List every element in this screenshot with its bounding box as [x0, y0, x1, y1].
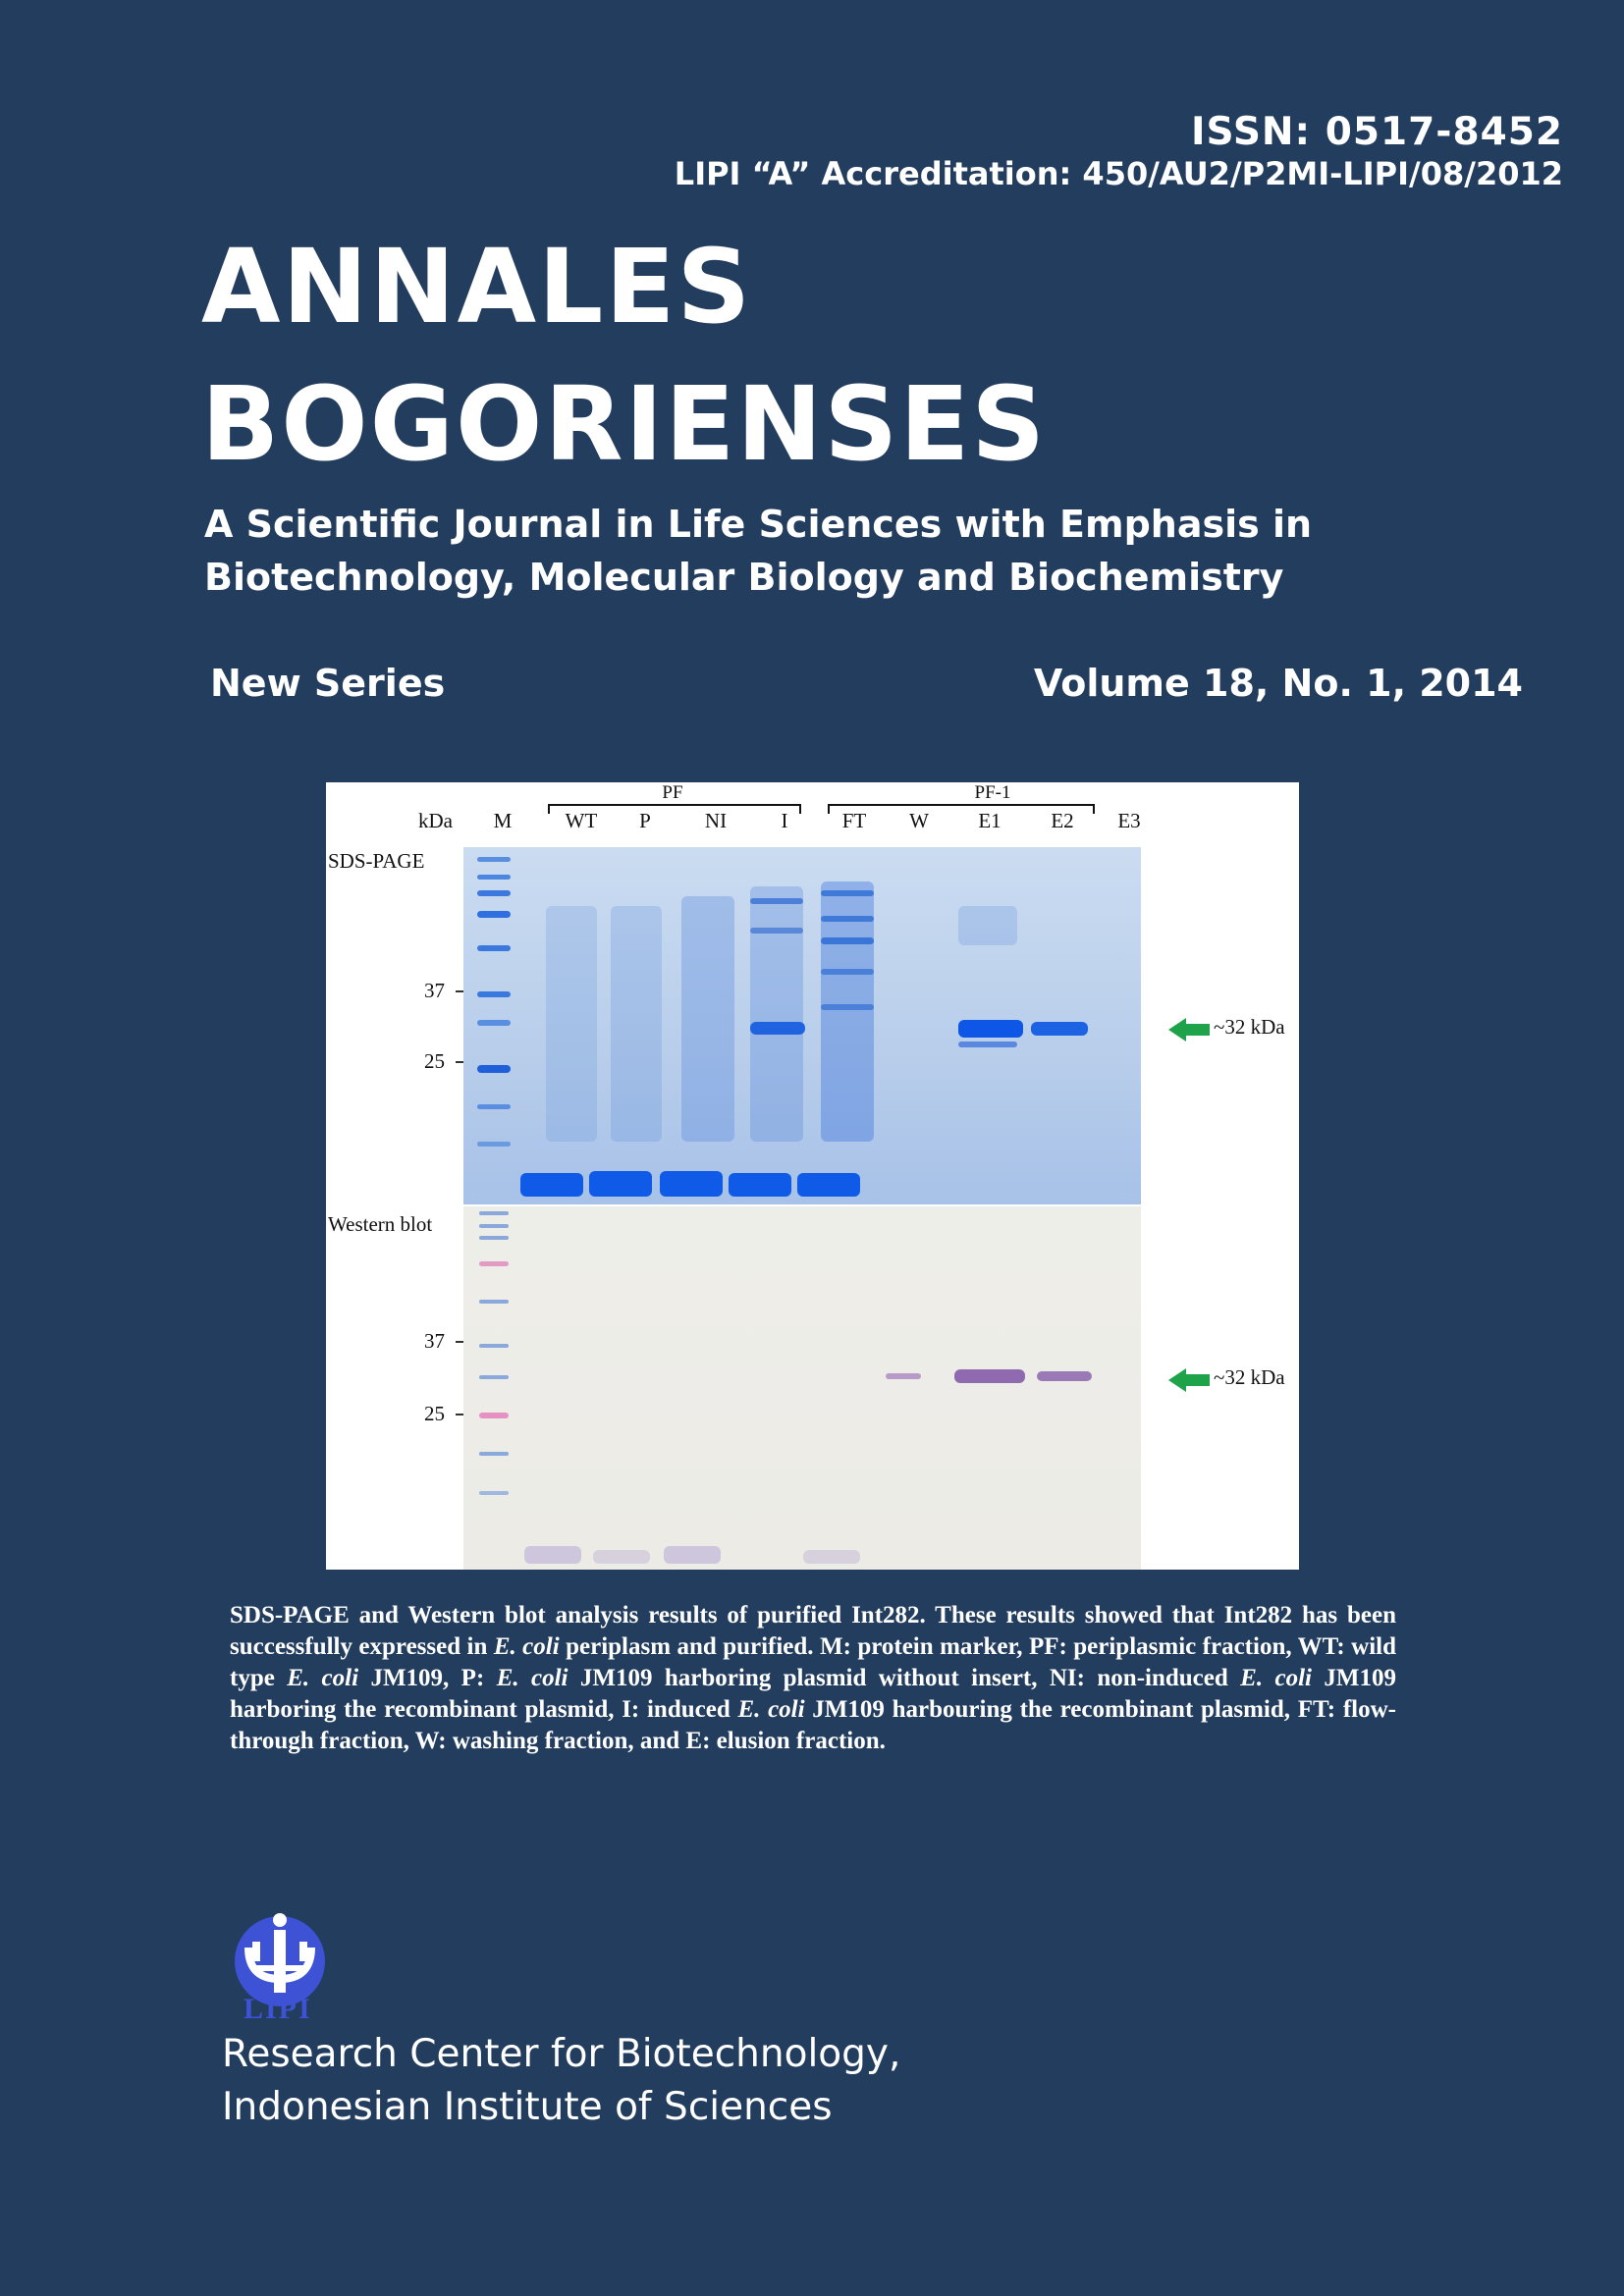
caption-text: JM109 harbouring the recombinant plasmid, FT: flow-through fraction, W: washing fraction, and E: elusion fraction.: [230, 1696, 1396, 1754]
e2-smear: [958, 906, 1017, 945]
wb-smear: [524, 1546, 581, 1564]
marker-band: [479, 1211, 509, 1215]
marker-band: [477, 945, 511, 951]
accreditation-line: LIPI “A” Accreditation: 450/AU2/P2MI-LIPI/08/2012: [674, 155, 1563, 192]
sds-marker-37-tick: [456, 990, 463, 992]
sds-page-gel: [463, 847, 1141, 1204]
dye-front-ni: [660, 1171, 723, 1197]
lane-label-e2: E2: [1051, 809, 1074, 832]
dye-front-wt: [520, 1173, 583, 1197]
lane-smear-p: [611, 906, 662, 1142]
lane-smear-i: [750, 886, 803, 1142]
marker-band: [479, 1413, 509, 1418]
kda-header: kDa: [418, 809, 453, 832]
lane-label-p: P: [639, 809, 651, 832]
target-band-e2: [958, 1020, 1023, 1038]
marker-band: [477, 857, 511, 862]
caption-italic-ecoli: E. coli: [496, 1665, 568, 1691]
marker-band: [477, 1104, 511, 1109]
marker-band: [477, 1142, 511, 1147]
sds-page-label: SDS-PAGE: [328, 849, 425, 873]
western-blot-membrane: [463, 1206, 1141, 1570]
band-note-wb: ~32 kDa: [1214, 1365, 1285, 1389]
caption-text: JM109 harboring plasmid without insert, NI: non-induced: [568, 1665, 1241, 1691]
marker-band: [479, 1300, 509, 1304]
e2-minor-band: [958, 1041, 1017, 1047]
marker-band: [479, 1236, 509, 1240]
marker-band: [477, 991, 511, 997]
lane-label-m: M: [493, 809, 513, 832]
marker-band: [479, 1224, 509, 1228]
lane-label-ni: NI: [704, 809, 728, 832]
journal-subtitle-line1: A Scientific Journal in Life Sciences with Emphasis in: [204, 503, 1313, 546]
caption-italic-ecoli: E. coli: [287, 1665, 359, 1691]
caption-italic-ecoli: E. coli: [1240, 1665, 1312, 1691]
figure-caption: [230, 1600, 1396, 1757]
wb-marker-37-label: 37: [424, 1329, 445, 1353]
wb-marker-25-tick: [456, 1414, 463, 1415]
wb-marker-25-label: 25: [424, 1402, 445, 1425]
caption-italic-ecoli: E. coli: [737, 1696, 805, 1723]
journal-title-line2: BOGORIENSES: [201, 364, 1048, 484]
ft-band: [821, 1004, 874, 1010]
journal-title-line1: ANNALES: [201, 227, 753, 347]
target-band-i: [750, 1022, 805, 1035]
lipi-logo-label: LIPI: [244, 1993, 312, 2025]
marker-band: [477, 911, 511, 918]
caption-italic-ecoli: E. coli: [493, 1633, 560, 1660]
marker-band: [477, 1020, 511, 1026]
wb-band-e3: [1037, 1371, 1092, 1381]
sds-marker-37-label: 37: [424, 979, 445, 1002]
group-label-pf: PF: [662, 782, 683, 803]
wb-band-e2: [954, 1369, 1025, 1383]
ft-band: [821, 916, 874, 922]
band-note-sds: ~32 kDa: [1214, 1015, 1285, 1039]
lane-label-i: I: [781, 809, 788, 832]
dye-front-ft: [797, 1173, 860, 1197]
marker-band: [479, 1452, 509, 1456]
gel-figure: [326, 782, 1299, 1570]
wb-smear: [803, 1550, 860, 1564]
lane-label-e1: E1: [978, 809, 1001, 832]
lane-smear-wt: [546, 906, 597, 1142]
journal-subtitle-line2: Biotechnology, Molecular Biology and Biochemistry: [204, 556, 1284, 599]
caption-text: periplasm and purified. M: protein marker, PF: periplasmic fraction, WT: wild type: [230, 1633, 1396, 1691]
lane-label-e3: E3: [1117, 809, 1141, 832]
sds-marker-25-label: 25: [424, 1049, 445, 1073]
marker-band: [477, 1065, 511, 1073]
western-blot-label: Western blot: [328, 1212, 433, 1236]
marker-band: [479, 1261, 509, 1266]
lane-label-ft: FT: [841, 809, 867, 832]
i-band: [750, 928, 803, 934]
dye-front-i: [729, 1173, 791, 1197]
marker-band: [477, 875, 511, 880]
ft-band: [821, 937, 874, 944]
volume-label: Volume 18, No. 1, 2014: [1033, 662, 1523, 705]
group-label-pf1: PF-1: [974, 782, 1011, 803]
lane-smear-ni: [681, 896, 734, 1142]
caption-text: JM109 harboring the recombinant plasmid, I: induced: [230, 1665, 1396, 1723]
dye-front-p: [589, 1171, 652, 1197]
marker-band: [479, 1491, 509, 1495]
marker-band: [479, 1344, 509, 1348]
arrow-body-sds: [1184, 1024, 1210, 1036]
ft-band: [821, 969, 874, 975]
wb-smear: [593, 1550, 650, 1564]
series-label: New Series: [210, 662, 446, 705]
lane-label-w: W: [909, 809, 929, 832]
wb-band-e1: [886, 1373, 921, 1379]
target-band-e3: [1031, 1022, 1088, 1036]
caption-text: SDS-PAGE and Western blot analysis results of purified Int282. These results showed that Int282 has been successfully expressed in: [230, 1602, 1396, 1660]
arrow-body-wb: [1184, 1374, 1210, 1386]
institution-line2: Indonesian Institute of Sciences: [222, 2085, 833, 2129]
i-band: [750, 898, 803, 904]
sds-marker-25-tick: [456, 1061, 463, 1063]
lane-label-wt: WT: [565, 809, 598, 832]
wb-smear: [664, 1546, 721, 1564]
issn-number: ISSN: 0517-8452: [1190, 110, 1563, 154]
marker-band: [477, 890, 511, 896]
ft-band: [821, 890, 874, 896]
institution-line1: Research Center for Biotechnology,: [222, 2032, 901, 2076]
wb-marker-37-tick: [456, 1341, 463, 1343]
caption-text: JM109, P:: [358, 1665, 497, 1691]
marker-band: [479, 1375, 509, 1379]
